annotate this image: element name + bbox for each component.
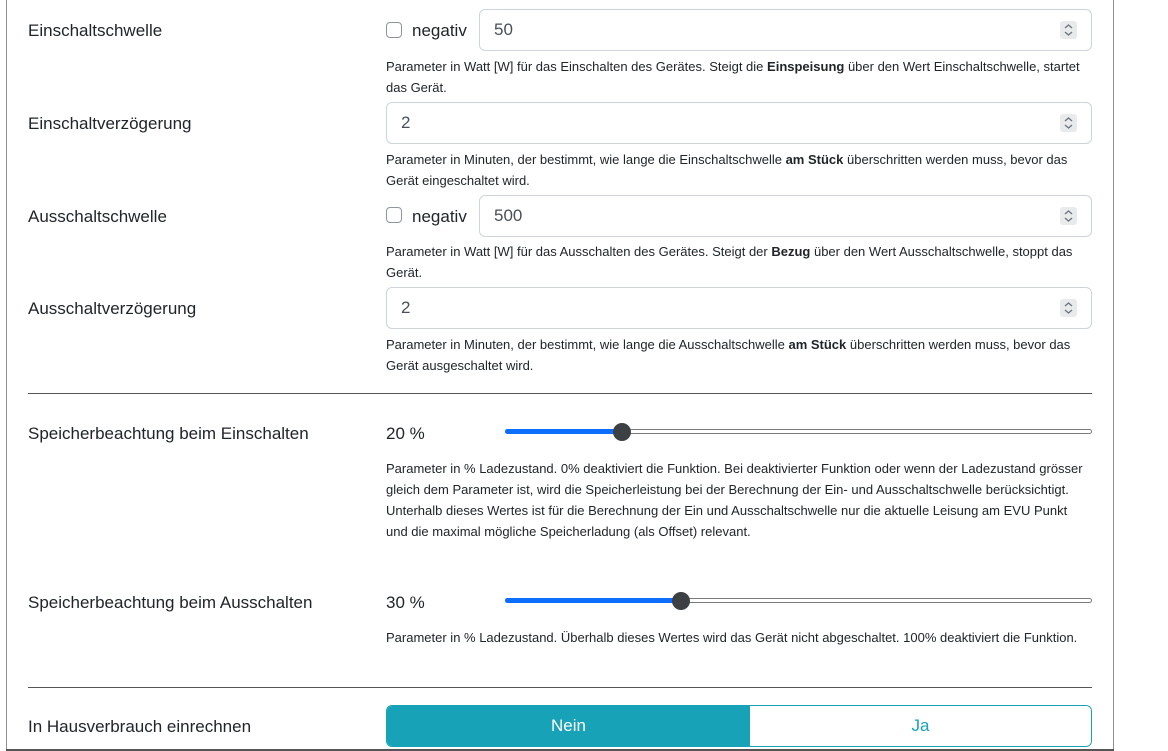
ausschaltverzoegerung-label: Ausschaltverzögerung (28, 299, 197, 318)
speicher-aus-value: 30 % (386, 593, 425, 612)
spinner-icon[interactable] (1060, 114, 1077, 132)
einschaltverzoegerung-help (386, 149, 1086, 191)
help-text: über den Wert Ausschaltschwelle, stoppt das Gerät. (386, 244, 1073, 280)
einschaltschwelle-label: Einschaltschwelle (28, 21, 163, 40)
speicher-aus-slider-fill (505, 598, 681, 603)
help-text: Parameter in Minuten, der bestimmt, wie lange die Ausschaltschwelle (386, 337, 789, 352)
ausschaltschwelle-negativ-checkbox[interactable] (386, 207, 402, 223)
help-text: Parameter in Minuten, der bestimmt, wie lange die Einschaltschwelle (386, 152, 786, 167)
einschaltverzoegerung-label: Einschaltverzögerung (28, 114, 192, 133)
help-text: Unterhalb dieses Wertes ist für die Berechnung der Ein und Ausschaltschwelle nur die aktuelle Leisung am EVU Punkt und die maximal mögliche Speicherladung (als Offset) relevant. (386, 503, 1068, 539)
ausschaltschwelle-negativ-label[interactable]: negativ (412, 207, 467, 226)
ausschaltverzoegerung-help (386, 334, 1086, 376)
speicher-ein-slider-thumb[interactable] (613, 423, 631, 441)
einschaltschwelle-value: 50 (494, 20, 513, 39)
speicher-ein-value: 20 % (386, 424, 425, 443)
divider (28, 393, 1092, 394)
divider (28, 687, 1092, 688)
ausschaltschwelle-help (386, 241, 1086, 283)
ausschaltschwelle-value: 500 (494, 206, 523, 225)
ausschaltverzoegerung-input[interactable] (386, 287, 1092, 329)
help-text: überschritten werden muss, bevor das Gerät ausgeschaltet wird. (386, 337, 1071, 373)
speicher-aus-slider-thumb[interactable] (672, 592, 690, 610)
help-bold: Einspeisung (767, 59, 845, 74)
ausschaltschwelle-label: Ausschaltschwelle (28, 207, 167, 226)
ausschaltverzoegerung-value: 2 (401, 298, 411, 317)
spinner-icon[interactable] (1060, 207, 1077, 225)
help-bold: Bezug (771, 244, 811, 259)
help-bold: am Stück (788, 337, 847, 352)
einschaltverzoegerung-input[interactable] (386, 102, 1092, 144)
einschaltschwelle-input[interactable] (479, 9, 1092, 51)
hausverbrauch-ja-button[interactable]: Ja (750, 706, 1091, 746)
help-text: Parameter in Watt [W] für das Einschalten des Gerätes. Steigt die (386, 59, 768, 74)
frame-left-border (6, 0, 7, 751)
speicher-ein-label: Speicherbeachtung beim Einschalten (28, 424, 309, 443)
hausverbrauch-label: In Hausverbrauch einrechnen (28, 717, 252, 736)
einschaltschwelle-negativ-checkbox[interactable] (386, 22, 402, 38)
help-text: überschritten werden muss, bevor das Gerät eingeschaltet wird. (386, 152, 1068, 188)
einschaltverzoegerung-value: 2 (401, 113, 411, 132)
help-text: Parameter in % Ladezustand. 0% deaktiviert die Funktion. Bei deaktivierter Funktion oder wenn der Ladezustand grösser gleich dem Parameter ist, wird die Speicherleistung bei der Berechnung der Ein- und Ausschaltschwelle berücksichtigt. (386, 461, 1083, 497)
speicher-ein-help (386, 458, 1086, 542)
help-bold: am Stück (785, 152, 844, 167)
help-text: Parameter in Watt [W] für das Ausschalten des Gerätes. Steigt der (386, 244, 772, 259)
frame-right-border (1113, 0, 1114, 751)
speicher-aus-label: Speicherbeachtung beim Ausschalten (28, 593, 313, 612)
hausverbrauch-nein-button[interactable]: Nein (387, 706, 750, 746)
einschaltschwelle-help (386, 56, 1086, 98)
spinner-icon[interactable] (1060, 21, 1077, 39)
einschaltschwelle-negativ-label[interactable]: negativ (412, 21, 467, 40)
speicher-ein-slider-fill (505, 429, 622, 434)
spinner-icon[interactable] (1060, 299, 1077, 317)
speicher-aus-help: Parameter in % Ladezustand. Überhalb dieses Wertes wird das Gerät nicht abgeschaltet. 100% deaktiviert die Funktion. (386, 630, 1078, 645)
hausverbrauch-toggle (386, 705, 1092, 747)
help-text: über den Wert Einschaltschwelle, startet das Gerät. (386, 59, 1080, 95)
ausschaltschwelle-input[interactable] (479, 195, 1092, 237)
